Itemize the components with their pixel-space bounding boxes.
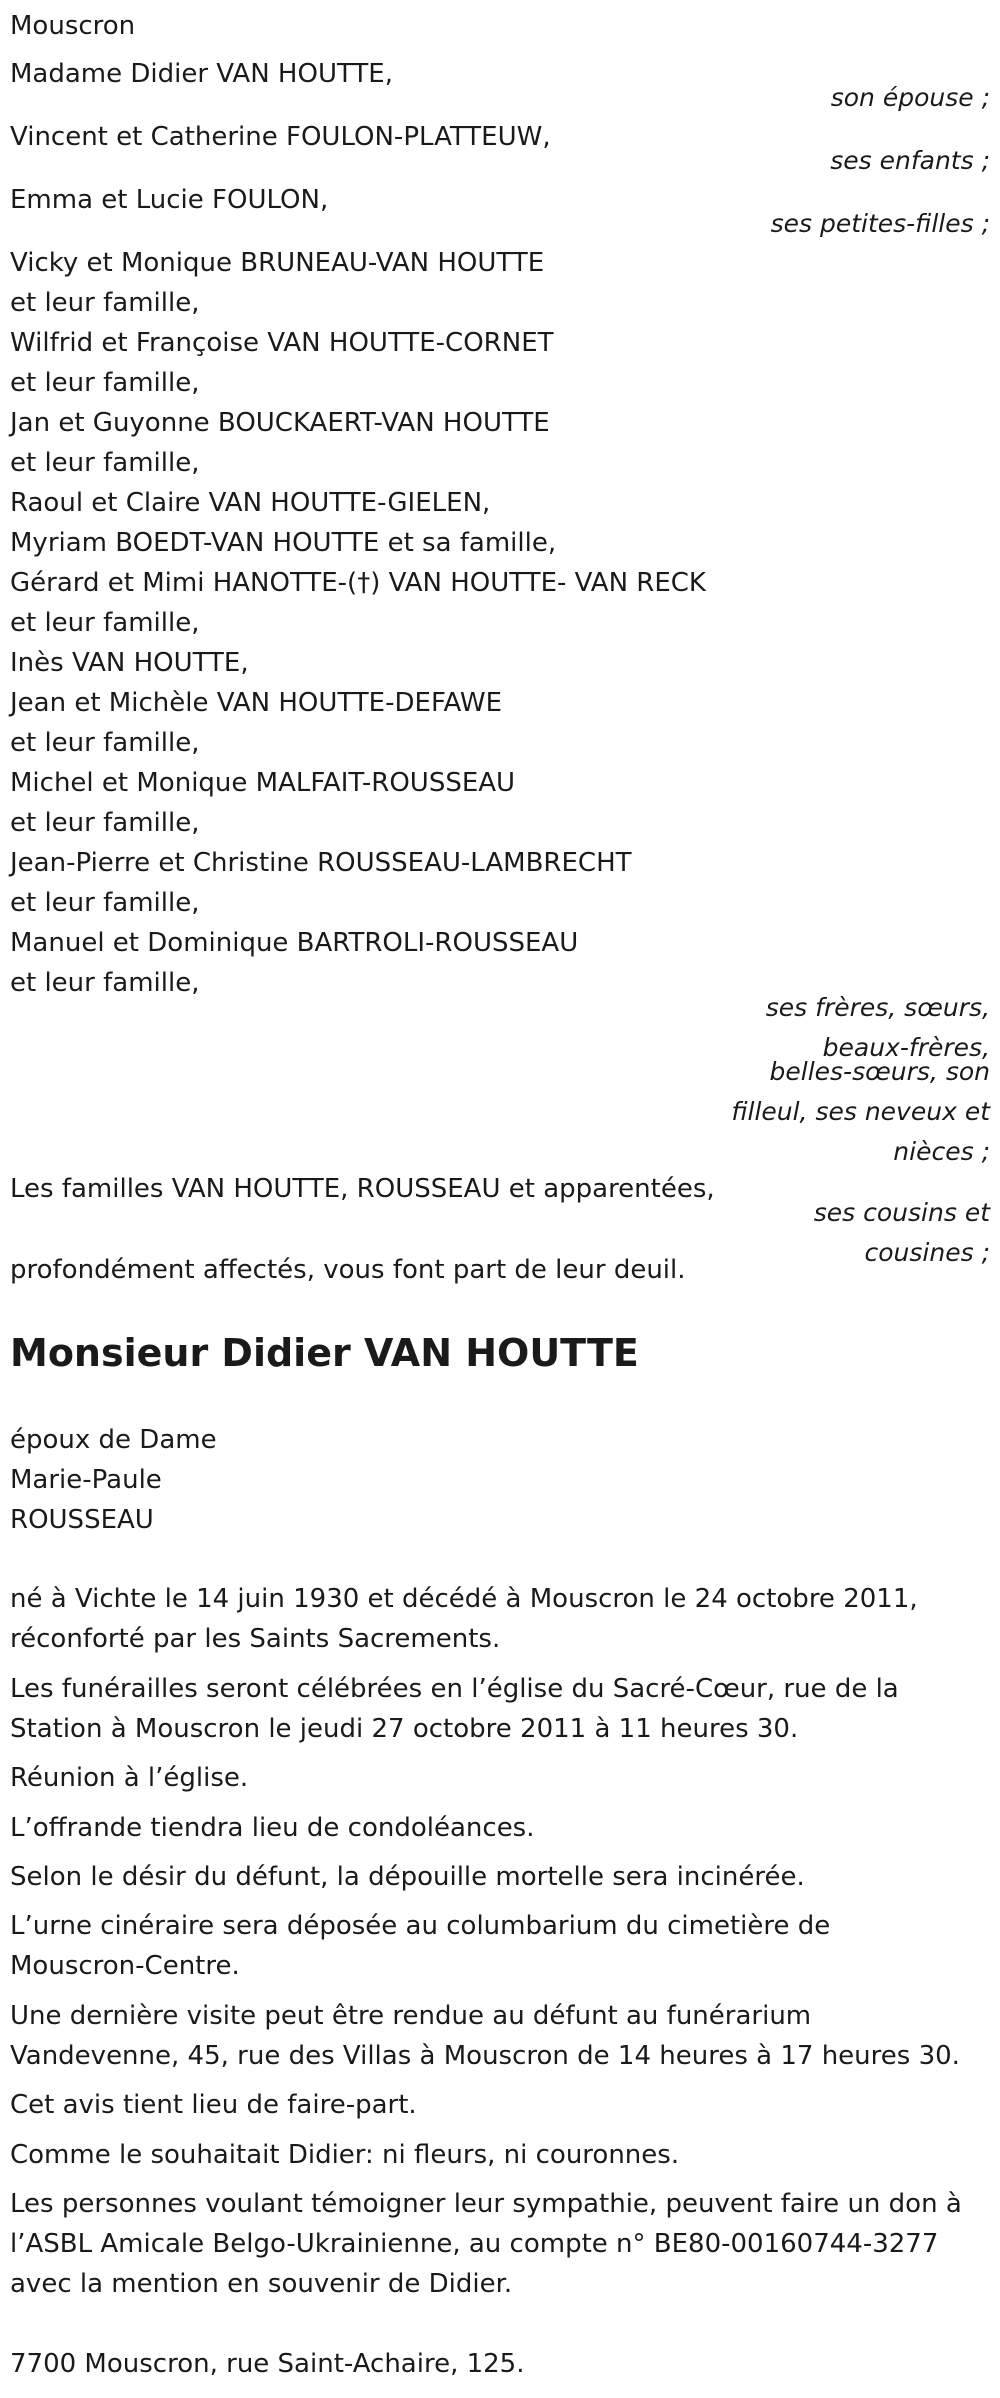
body-line: réconforté par les Saints Sacrements. bbox=[10, 1624, 501, 1654]
family-relation-spouse: son épouse ; bbox=[830, 83, 990, 112]
sibling-line: et leur famille, bbox=[10, 368, 200, 398]
body-line: Vandevenne, 45, rue des Villas à Mouscron de 14 heures à 17 heures 30. bbox=[10, 2041, 960, 2071]
families-relation-line1: ses cousins et bbox=[813, 1198, 990, 1227]
sibling-line: Jan et Guyonne BOUCKAERT-VAN HOUTTE bbox=[10, 408, 550, 438]
spouse-line: époux de Dame bbox=[10, 1425, 217, 1455]
sibling-line: Vicky et Monique BRUNEAU-VAN HOUTTE bbox=[10, 248, 545, 278]
sibling-line: et leur famille, bbox=[10, 448, 200, 478]
sibling-line: Jean et Michèle VAN HOUTTE-DEFAWE bbox=[10, 688, 503, 718]
sibling-line: Michel et Monique MALFAIT-ROUSSEAU bbox=[10, 768, 516, 798]
body-line: Cet avis tient lieu de faire-part. bbox=[10, 2090, 417, 2120]
sibling-line: et leur famille, bbox=[10, 808, 200, 838]
body-line: L’offrande tiendra lieu de condoléances. bbox=[10, 1813, 535, 1843]
sibling-line: Wilfrid et Françoise VAN HOUTTE-CORNET bbox=[10, 328, 554, 358]
sibling-line: Gérard et Mimi HANOTTE-(†) VAN HOUTTE- VAN RECK bbox=[10, 568, 706, 598]
family-names-spouse: Madame Didier VAN HOUTTE, bbox=[10, 59, 393, 89]
siblings-relation-line: ses frères, sœurs, bbox=[765, 993, 990, 1022]
body-line: l’ASBL Amicale Belgo-Ukrainienne, au compte n° BE80-00160744-3277 bbox=[10, 2229, 939, 2259]
body-line: avec la mention en souvenir de Didier. bbox=[10, 2269, 513, 2299]
body-line: Selon le désir du défunt, la dépouille mortelle sera incinérée. bbox=[10, 1862, 805, 1892]
family-names-children: Vincent et Catherine FOULON-PLATTEUW, bbox=[10, 122, 551, 152]
closing-line: profondément affectés, vous font part de leur deuil. bbox=[10, 1255, 686, 1285]
siblings-relation-line: belles-sœurs, son bbox=[769, 1057, 990, 1086]
sibling-line: Manuel et Dominique BARTROLI-ROUSSEAU bbox=[10, 928, 579, 958]
sibling-line: Inès VAN HOUTTE, bbox=[10, 648, 249, 678]
body-line: Les funérailles seront célébrées en l’église du Sacré-Cœur, rue de la bbox=[10, 1674, 899, 1704]
spouse-line: Marie-Paule bbox=[10, 1465, 162, 1495]
deceased-name: Monsieur Didier VAN HOUTTE bbox=[10, 1331, 639, 1375]
city-heading: Mouscron bbox=[10, 11, 136, 41]
sibling-line: et leur famille, bbox=[10, 608, 200, 638]
body-line: Station à Mouscron le jeudi 27 octobre 2011 à 11 heures 30. bbox=[10, 1714, 799, 1744]
sibling-line: et leur famille, bbox=[10, 288, 200, 318]
siblings-relation-line: filleul, ses neveux et bbox=[731, 1097, 990, 1126]
families-names: Les familles VAN HOUTTE, ROUSSEAU et apparentées, bbox=[10, 1174, 715, 1204]
body-line: né à Vichte le 14 juin 1930 et décédé à Mouscron le 24 octobre 2011, bbox=[10, 1584, 918, 1614]
body-line: L’urne cinéraire sera déposée au columbarium du cimetière de bbox=[10, 1911, 831, 1941]
family-relation-grandchildren: ses petites-filles ; bbox=[770, 209, 990, 238]
families-relation-line2: cousines ; bbox=[864, 1238, 990, 1267]
siblings-relation-line: nièces ; bbox=[893, 1137, 990, 1166]
spouse-line: ROUSSEAU bbox=[10, 1505, 154, 1535]
body-line: Les personnes voulant témoigner leur sympathie, peuvent faire un don à bbox=[10, 2189, 962, 2219]
sibling-line: Myriam BOEDT-VAN HOUTTE et sa famille, bbox=[10, 528, 557, 558]
sibling-line: et leur famille, bbox=[10, 968, 200, 998]
address: 7700 Mouscron, rue Saint-Achaire, 125. bbox=[10, 2349, 525, 2379]
sibling-line: Jean-Pierre et Christine ROUSSEAU-LAMBRECHT bbox=[10, 848, 632, 878]
body-line: Comme le souhaitait Didier: ni fleurs, ni couronnes. bbox=[10, 2140, 680, 2170]
body-line: Mouscron-Centre. bbox=[10, 1951, 240, 1981]
body-line: Une dernière visite peut être rendue au défunt au funérarium bbox=[10, 2001, 812, 2031]
family-names-grandchildren: Emma et Lucie FOULON, bbox=[10, 185, 329, 215]
sibling-line: Raoul et Claire VAN HOUTTE-GIELEN, bbox=[10, 488, 491, 518]
body-line: Réunion à l’église. bbox=[10, 1763, 249, 1793]
family-relation-children: ses enfants ; bbox=[830, 146, 990, 175]
sibling-line: et leur famille, bbox=[10, 888, 200, 918]
sibling-line: et leur famille, bbox=[10, 728, 200, 758]
siblings-relation-line: beaux-frères, bbox=[822, 1033, 990, 1062]
